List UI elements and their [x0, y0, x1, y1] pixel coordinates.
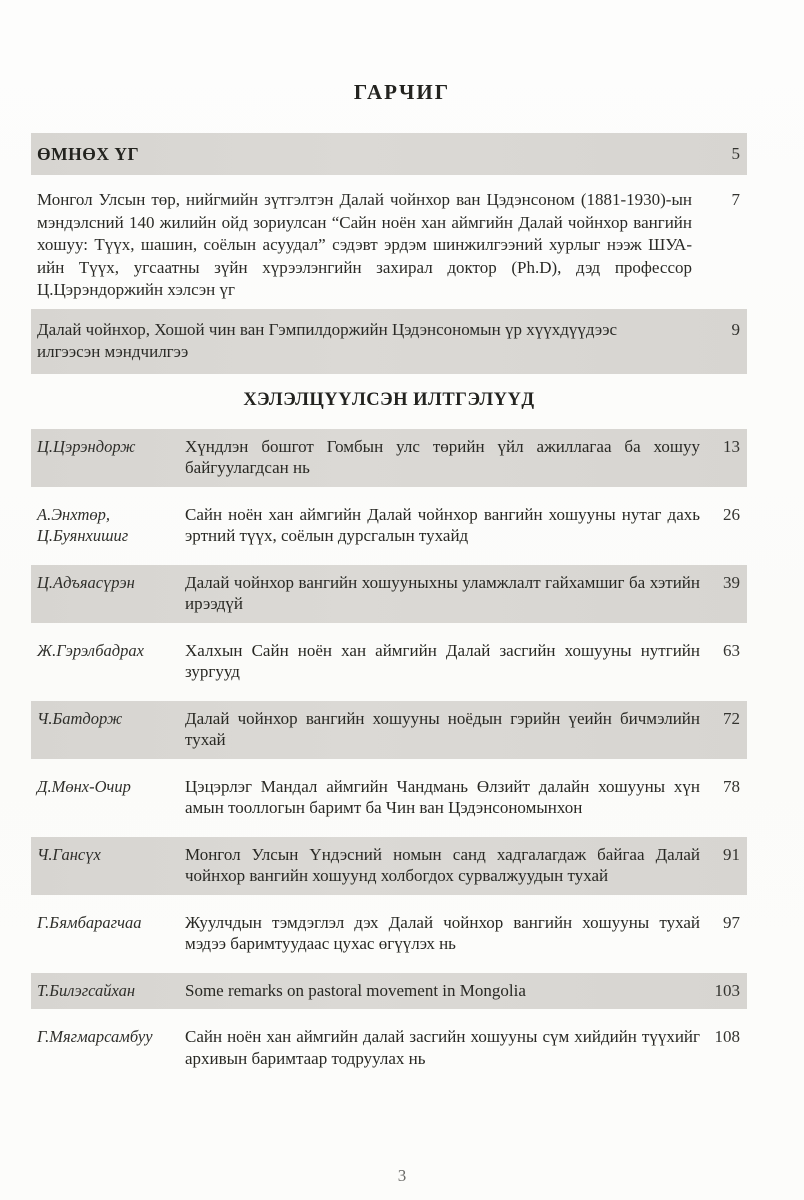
- page-number: 108: [714, 1027, 740, 1046]
- entry-title: Халхын Сайн ноён хан аймгийн Далай засгийн хошууны нутгийн зургууд: [185, 640, 700, 681]
- front-row-greeting: [31, 309, 747, 374]
- content-area: [31, 133, 747, 1087]
- author-name: Ч.Батдорж: [37, 708, 123, 728]
- author-name: Г.Бямбарагчаа: [37, 912, 142, 932]
- page-number: 63: [723, 640, 740, 660]
- page-title: ГАРЧИГ: [353, 80, 451, 104]
- toc-row: [31, 497, 747, 555]
- toc-row: [31, 1019, 747, 1077]
- entry-title: Далай чойнхор вангийн хошууныхны уламжлалт гайхамшиг ба хэтийн ирээдүй: [185, 572, 700, 613]
- toc-row: [31, 633, 747, 691]
- toc-row: [31, 837, 747, 895]
- author-name: Ц.Адъяасүрэн: [37, 572, 135, 592]
- author-name: Д.Мөнх-Очир: [37, 776, 131, 796]
- page-number: 91: [723, 844, 740, 864]
- toc-row: [31, 973, 747, 1010]
- page-number: 78: [723, 776, 740, 796]
- author-name: А.Энхтөр, Ц.Буянхишиг: [37, 504, 129, 545]
- page-number: 103: [714, 980, 740, 1000]
- author-name: Ч.Гансүх: [37, 844, 101, 864]
- toc-list: [31, 429, 747, 1078]
- toc-row: [31, 429, 747, 487]
- author-name: Ц.Цэрэндорж: [37, 436, 136, 456]
- author-name: Т.Билэгсайхан: [37, 980, 136, 1000]
- entry-title: Далай чойнхор вангийн хошууны ноёдын гэрийн үеийн бичмэлийн тухай: [185, 708, 700, 749]
- front-row-opening-speech: [31, 189, 747, 302]
- toc-row: [31, 769, 747, 827]
- entry-title: Монгол Улсын Үндэсний номын санд хадгалагдаж байгаа Далай чойнхор вангийн хошуунд холбогдох сурвалжуудын тухай: [185, 844, 700, 885]
- page-number: 7: [731, 190, 740, 209]
- page-number: 39: [723, 572, 740, 592]
- toc-row: [31, 905, 747, 963]
- page-number: 26: [723, 504, 740, 524]
- opening-speech-text: Монгол Улсын төр, нийгмийн зүтгэлтэн Далай чойнхор ван Цэдэнсоном (1881-1930)-ын мэндэлсний 140 жилийн ойд зориулсан “Сайн ноён хан аймгийн Далай чойнхор вангийн хошуу: Түүх, шашин, соёлын асуудал” сэдэвт эрдэм шинжилгээний хурлыг нээж ШУА-ийн Түүх, угсаатны зүйн хүрээлэнгийн захирал доктор (Ph.D), дэд профессор Ц.Цэрэндоржийн хэлсэн үг: [37, 190, 692, 299]
- author-name: Ж.Гэрэлбадрах: [37, 640, 144, 660]
- entry-title: Сайн ноён хан аймгийн далай засгийн хошууны сүм хийдийн түүхийг архивын баримтаар тодруулах нь: [185, 1027, 700, 1068]
- toc-row: [31, 565, 747, 623]
- entry-title: Some remarks on pastoral movement in Mongolia: [185, 980, 526, 1000]
- entry-title: Жуулчдын тэмдэглэл дэх Далай чойнхор вангийн хошууны тухай мэдээ баримтуудаас цухас өгүүлэх нь: [185, 912, 700, 953]
- greeting-text: Далай чойнхор, Хошой чин ван Гэмпилдоржийн Цэдэнсономын үр хүүхдүүдээс илгээсэн мэндчилгээ: [37, 319, 618, 361]
- preface-label: ӨМНӨХ ҮГ: [37, 144, 140, 164]
- entry-title: Хүндлэн бошгот Гомбын улс төрийн үйл ажиллагаа ба хошуу байгуулагдсан нь: [185, 436, 700, 477]
- entry-title: Цэцэрлэг Мандал аймгийн Чандмань Өлзийт далайн хошууны хүн амын тооллогын баримт ба Чин ван Цэдэнсономынхон: [185, 776, 700, 817]
- author-name: Г.Мягмарсамбуу: [37, 1027, 153, 1046]
- page-number: 72: [723, 708, 740, 728]
- toc-row: [31, 701, 747, 759]
- front-row-preface: [31, 133, 747, 175]
- footer-page-number: 3: [397, 1166, 407, 1185]
- page-number: 13: [723, 436, 740, 456]
- toc-section-header: ХЭЛЭЛЦҮҮЛСЭН ИЛТГЭЛҮҮД: [243, 389, 535, 410]
- page-number: 5: [731, 144, 740, 163]
- page-number: 9: [731, 319, 740, 339]
- page-number: 97: [723, 912, 740, 932]
- entry-title: Сайн ноён хан аймгийн Далай чойнхор вангийн хошууны нутаг дахь эртний түүх, соёлын дурсгалын тухайд: [185, 504, 700, 545]
